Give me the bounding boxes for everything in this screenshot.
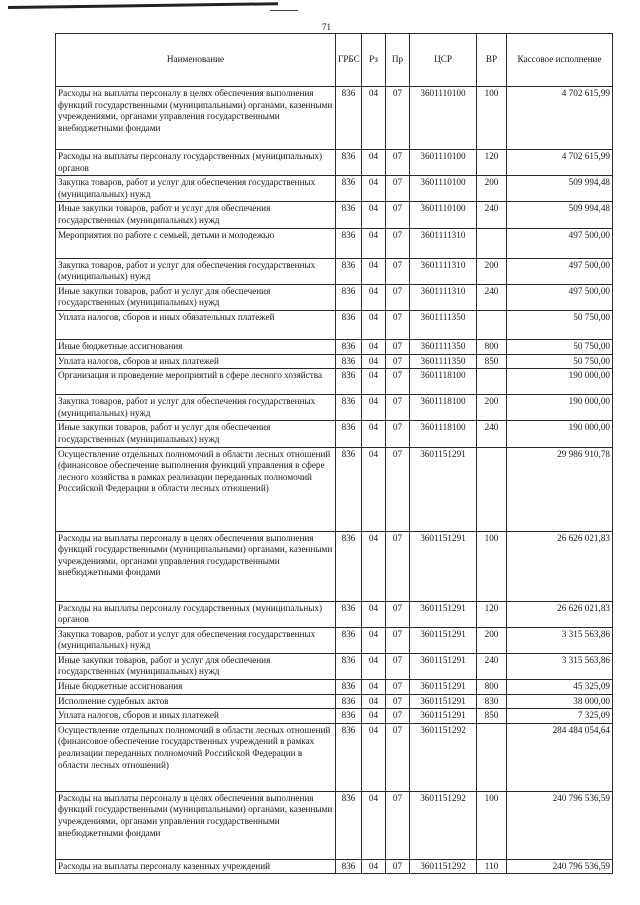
- cell-csr: 3601111350: [410, 310, 477, 339]
- cell-amount: 509 994,48: [507, 176, 613, 202]
- cell-vr: 110: [477, 859, 507, 874]
- table-row: [56, 228, 613, 258]
- cell-pr: 07: [386, 680, 410, 695]
- table-row: [56, 601, 613, 627]
- cell-vr: 830: [477, 694, 507, 709]
- cell-amount: 26 626 021,83: [507, 601, 613, 627]
- cell-name: Уплата налогов, сборов и иных обязательных платежей: [56, 310, 336, 339]
- cell-pr: 07: [386, 601, 410, 627]
- table-row: [56, 87, 613, 150]
- cell-rz: 04: [362, 150, 386, 176]
- cell-csr: 3601111350: [410, 354, 477, 369]
- table-row: [56, 339, 613, 354]
- table-row: [56, 694, 613, 709]
- cell-grbs: 836: [336, 354, 362, 369]
- cell-grbs: 836: [336, 150, 362, 176]
- cell-amount: 3 315 563,86: [507, 653, 613, 679]
- cell-vr: 120: [477, 150, 507, 176]
- cell-rz: 04: [362, 284, 386, 310]
- cell-rz: 04: [362, 421, 386, 447]
- cell-name: Закупка товаров, работ и услуг для обеспечения государственных (муниципальных) нужд: [56, 176, 336, 202]
- cell-pr: 07: [386, 310, 410, 339]
- cell-csr: 3601111350: [410, 339, 477, 354]
- cell-pr: 07: [386, 709, 410, 724]
- cell-name: Осуществление отдельных полномочий в области лесных отношений (финансовое обеспечение выполнения функций управления в сфере лесного хозяйства в рамках реализации переданных полномочий Российской Федерации в области лесных отношений): [56, 447, 336, 531]
- cell-rz: 04: [362, 791, 386, 859]
- cell-vr: 800: [477, 339, 507, 354]
- cell-grbs: 836: [336, 531, 362, 601]
- cell-rz: 04: [362, 202, 386, 228]
- cell-pr: 07: [386, 531, 410, 601]
- cell-rz: 04: [362, 694, 386, 709]
- cell-amount: 50 750,00: [507, 310, 613, 339]
- header-vr: ВР: [477, 34, 507, 87]
- table-row: [56, 723, 613, 791]
- cell-csr: 3601151292: [410, 791, 477, 859]
- cell-name: Закупка товаров, работ и услуг для обеспечения государственных (муниципальных) нужд: [56, 258, 336, 284]
- table-row: [56, 447, 613, 531]
- cell-vr: 200: [477, 395, 507, 421]
- cell-amount: 190 000,00: [507, 395, 613, 421]
- table-row: [56, 627, 613, 653]
- cell-grbs: 836: [336, 87, 362, 150]
- cell-csr: 3601151291: [410, 531, 477, 601]
- cell-grbs: 836: [336, 447, 362, 531]
- cell-amount: 50 750,00: [507, 339, 613, 354]
- cell-vr: 850: [477, 354, 507, 369]
- table-row: [56, 395, 613, 421]
- cell-pr: 07: [386, 150, 410, 176]
- cell-vr: 120: [477, 601, 507, 627]
- table-row: [56, 258, 613, 284]
- budget-execution-table: [55, 33, 613, 874]
- cell-rz: 04: [362, 723, 386, 791]
- cell-vr: 100: [477, 531, 507, 601]
- cell-csr: 3601151291: [410, 627, 477, 653]
- cell-pr: 07: [386, 228, 410, 258]
- cell-grbs: 836: [336, 258, 362, 284]
- cell-grbs: 836: [336, 601, 362, 627]
- cell-rz: 04: [362, 859, 386, 874]
- cell-rz: 04: [362, 601, 386, 627]
- cell-rz: 04: [362, 447, 386, 531]
- cell-csr: 3601151291: [410, 709, 477, 724]
- cell-rz: 04: [362, 176, 386, 202]
- cell-rz: 04: [362, 369, 386, 395]
- cell-vr: 200: [477, 258, 507, 284]
- cell-csr: 3601118100: [410, 395, 477, 421]
- cell-vr: 800: [477, 680, 507, 695]
- cell-csr: 3601151292: [410, 723, 477, 791]
- cell-csr: 3601110100: [410, 202, 477, 228]
- cell-amount: 240 796 536,59: [507, 859, 613, 874]
- table-row: [56, 791, 613, 859]
- cell-csr: 3601118100: [410, 369, 477, 395]
- cell-vr: 240: [477, 653, 507, 679]
- cell-grbs: 836: [336, 369, 362, 395]
- table-row: [56, 150, 613, 176]
- cell-vr: 240: [477, 421, 507, 447]
- cell-vr: 240: [477, 284, 507, 310]
- cell-amount: 7 325,09: [507, 709, 613, 724]
- cell-rz: 04: [362, 310, 386, 339]
- cell-grbs: 836: [336, 694, 362, 709]
- table-row: [56, 202, 613, 228]
- cell-amount: 4 702 615,99: [507, 87, 613, 150]
- cell-name: Иные закупки товаров, работ и услуг для обеспечения государственных (муниципальных) нужд: [56, 653, 336, 679]
- cell-pr: 07: [386, 87, 410, 150]
- cell-name: Расходы на выплаты персоналу государственных (муниципальных) органов: [56, 150, 336, 176]
- cell-amount: 4 702 615,99: [507, 150, 613, 176]
- cell-csr: 3601111310: [410, 258, 477, 284]
- cell-grbs: 836: [336, 653, 362, 679]
- cell-vr: 200: [477, 627, 507, 653]
- cell-name: Осуществление отдельных полномочий в области лесных отношений (финансовое обеспечение государственных учреждений в рамках реализации переданных полномочий Российской Федерации в области лесных отношений): [56, 723, 336, 791]
- cell-vr: [477, 310, 507, 339]
- cell-pr: 07: [386, 395, 410, 421]
- table-row: [56, 653, 613, 679]
- cell-name: Иные бюджетные ассигнования: [56, 339, 336, 354]
- table-row: [56, 354, 613, 369]
- cell-csr: 3601111310: [410, 284, 477, 310]
- cell-rz: 04: [362, 680, 386, 695]
- table-row: [56, 680, 613, 695]
- cell-amount: 509 994,48: [507, 202, 613, 228]
- cell-grbs: 836: [336, 395, 362, 421]
- cell-amount: 45 325,09: [507, 680, 613, 695]
- cell-grbs: 836: [336, 791, 362, 859]
- cell-pr: 07: [386, 369, 410, 395]
- table-row: [56, 859, 613, 874]
- cell-name: Расходы на выплаты персоналу казенных учреждений: [56, 859, 336, 874]
- cell-vr: 200: [477, 176, 507, 202]
- cell-grbs: 836: [336, 627, 362, 653]
- cell-rz: 04: [362, 709, 386, 724]
- cell-csr: 3601110100: [410, 87, 477, 150]
- cell-name: Иные бюджетные ассигнования: [56, 680, 336, 695]
- cell-grbs: 836: [336, 421, 362, 447]
- header-rz: Рз: [362, 34, 386, 87]
- top-scan-rule-tail: [270, 10, 298, 11]
- table-body: [56, 87, 613, 874]
- cell-pr: 07: [386, 421, 410, 447]
- cell-vr: [477, 369, 507, 395]
- cell-csr: 3601151291: [410, 680, 477, 695]
- cell-csr: 3601111310: [410, 228, 477, 258]
- table-header-row: [56, 34, 613, 87]
- header-grbs: ГРБС: [336, 34, 362, 87]
- cell-csr: 3601151291: [410, 447, 477, 531]
- cell-grbs: 836: [336, 284, 362, 310]
- cell-csr: 3601151292: [410, 859, 477, 874]
- cell-rz: 04: [362, 258, 386, 284]
- cell-rz: 04: [362, 395, 386, 421]
- cell-pr: 07: [386, 653, 410, 679]
- cell-csr: 3601151291: [410, 694, 477, 709]
- cell-grbs: 836: [336, 176, 362, 202]
- cell-grbs: 836: [336, 859, 362, 874]
- table-row: [56, 310, 613, 339]
- cell-pr: 07: [386, 859, 410, 874]
- cell-rz: 04: [362, 653, 386, 679]
- cell-name: Закупка товаров, работ и услуг для обеспечения государственных (муниципальных) нужд: [56, 627, 336, 653]
- cell-pr: 07: [386, 354, 410, 369]
- cell-amount: 497 500,00: [507, 284, 613, 310]
- cell-vr: [477, 228, 507, 258]
- cell-pr: 07: [386, 258, 410, 284]
- cell-rz: 04: [362, 354, 386, 369]
- cell-name: Иные закупки товаров, работ и услуг для обеспечения государственных (муниципальных) нужд: [56, 202, 336, 228]
- cell-name: Исполнение судебных актов: [56, 694, 336, 709]
- cell-grbs: 836: [336, 228, 362, 258]
- table-row: [56, 284, 613, 310]
- cell-pr: 07: [386, 723, 410, 791]
- cell-amount: 497 500,00: [507, 258, 613, 284]
- cell-amount: 50 750,00: [507, 354, 613, 369]
- cell-name: Расходы на выплаты персоналу государственных (муниципальных) органов: [56, 601, 336, 627]
- cell-amount: 3 315 563,86: [507, 627, 613, 653]
- table-row: [56, 369, 613, 395]
- cell-vr: [477, 723, 507, 791]
- top-scan-rule: [8, 2, 278, 9]
- cell-name: Организация и проведение мероприятий в сфере лесного хозяйства: [56, 369, 336, 395]
- cell-pr: 07: [386, 339, 410, 354]
- cell-vr: 850: [477, 709, 507, 724]
- cell-grbs: 836: [336, 339, 362, 354]
- cell-pr: 07: [386, 202, 410, 228]
- cell-csr: 3601118100: [410, 421, 477, 447]
- cell-rz: 04: [362, 228, 386, 258]
- page-number: 71: [322, 22, 331, 32]
- table-row: [56, 176, 613, 202]
- cell-pr: 07: [386, 284, 410, 310]
- cell-name: Уплата налогов, сборов и иных платежей: [56, 709, 336, 724]
- cell-csr: 3601110100: [410, 150, 477, 176]
- cell-name: Расходы на выплаты персоналу в целях обеспечения выполнения функций государственными (муниципальными) органами, казенными учреждениями, органами управления государственными внебюджетными фондами: [56, 791, 336, 859]
- cell-grbs: 836: [336, 310, 362, 339]
- cell-amount: 497 500,00: [507, 228, 613, 258]
- cell-grbs: 836: [336, 723, 362, 791]
- cell-rz: 04: [362, 627, 386, 653]
- cell-csr: 3601151291: [410, 653, 477, 679]
- table-row: [56, 709, 613, 724]
- header-amount: Кассовое исполнение: [507, 34, 613, 87]
- cell-vr: 100: [477, 791, 507, 859]
- cell-name: Расходы на выплаты персоналу в целях обеспечения выполнения функций государственными (муниципальными) органами, казенными учреждениями, органами управления государственными внебюджетными фондами: [56, 531, 336, 601]
- cell-name: Иные закупки товаров, работ и услуг для обеспечения государственных (муниципальных) нужд: [56, 421, 336, 447]
- cell-csr: 3601151291: [410, 601, 477, 627]
- cell-name: Расходы на выплаты персоналу в целях обеспечения выполнения функций государственными (муниципальными) органами, казенными учреждениями, органами управления государственными внебюджетными фондами: [56, 87, 336, 150]
- cell-amount: 26 626 021,83: [507, 531, 613, 601]
- cell-name: Мероприятия по работе с семьей, детьми и молодежью: [56, 228, 336, 258]
- cell-rz: 04: [362, 531, 386, 601]
- cell-pr: 07: [386, 791, 410, 859]
- cell-amount: 38 000,00: [507, 694, 613, 709]
- cell-amount: 240 796 536,59: [507, 791, 613, 859]
- cell-amount: 190 000,00: [507, 421, 613, 447]
- cell-vr: 100: [477, 87, 507, 150]
- cell-vr: [477, 447, 507, 531]
- table-row: [56, 531, 613, 601]
- cell-rz: 04: [362, 339, 386, 354]
- cell-pr: 07: [386, 694, 410, 709]
- header-csr: ЦСР: [410, 34, 477, 87]
- cell-name: Закупка товаров, работ и услуг для обеспечения государственных (муниципальных) нужд: [56, 395, 336, 421]
- cell-name: Уплата налогов, сборов и иных платежей: [56, 354, 336, 369]
- cell-pr: 07: [386, 176, 410, 202]
- cell-name: Иные закупки товаров, работ и услуг для обеспечения государственных (муниципальных) нужд: [56, 284, 336, 310]
- cell-grbs: 836: [336, 709, 362, 724]
- cell-amount: 190 000,00: [507, 369, 613, 395]
- cell-pr: 07: [386, 627, 410, 653]
- cell-csr: 3601110100: [410, 176, 477, 202]
- table-row: [56, 421, 613, 447]
- header-pr: Пр: [386, 34, 410, 87]
- cell-pr: 07: [386, 447, 410, 531]
- header-name: Наименование: [56, 34, 336, 87]
- cell-grbs: 836: [336, 202, 362, 228]
- cell-vr: 240: [477, 202, 507, 228]
- cell-rz: 04: [362, 87, 386, 150]
- cell-amount: 284 484 054,64: [507, 723, 613, 791]
- cell-amount: 29 986 910,78: [507, 447, 613, 531]
- cell-grbs: 836: [336, 680, 362, 695]
